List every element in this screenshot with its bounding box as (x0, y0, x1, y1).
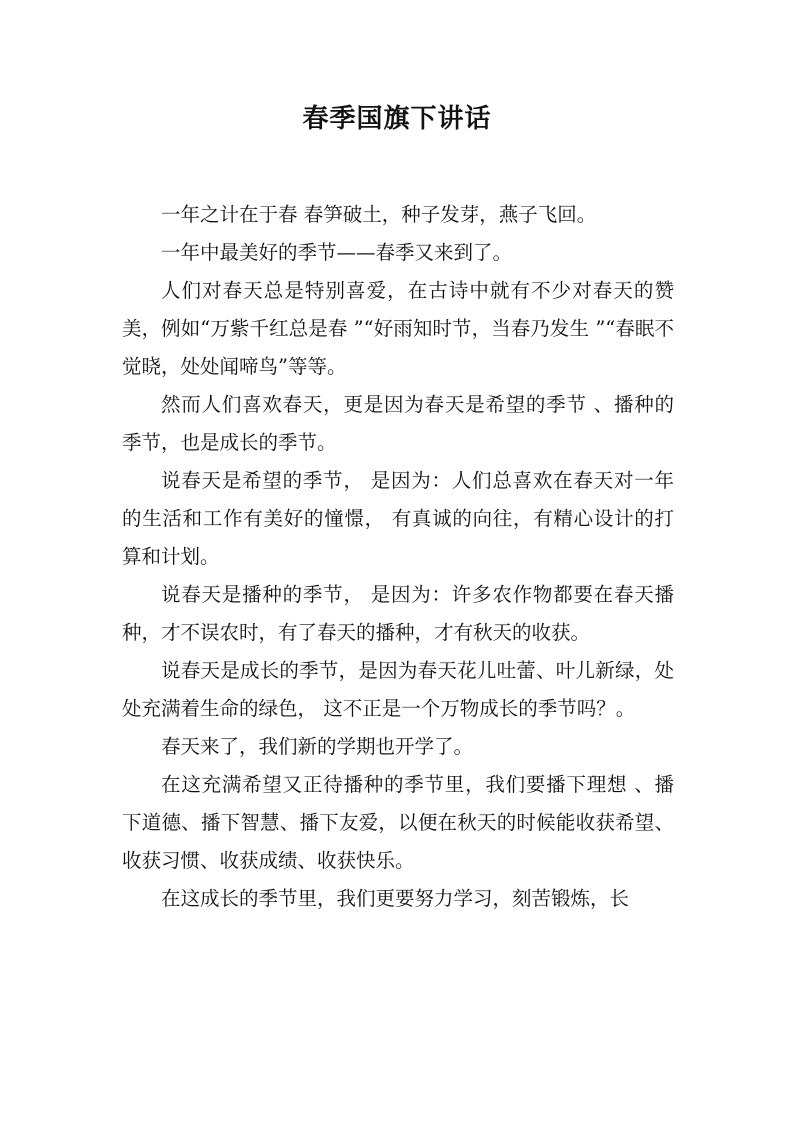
paragraph: 一年中最美好的季节——春季又来到了。 (161, 241, 513, 264)
paragraph: 春天来了，我们新的学期也开学了。 (161, 735, 474, 758)
document-title: 春季国旗下讲话 (302, 104, 492, 134)
paragraph: 说春天是播种的季节， 是因为：许多农作物都要在春天播种，才不误农时，有了春天的播种，才有秋天的收获。 (122, 583, 674, 644)
paragraph: 说春天是希望的季节， 是因为：人们总喜欢在春天对一年的生活和工作有美好的憧憬， 有真诚的向往，有精心设计的打算和计划。 (122, 469, 674, 568)
paragraph: 然而人们喜欢春天，更是因为春天是希望的季节 、播种的季节，也是成长的季节。 (122, 393, 674, 454)
paragraph: 人们对春天总是特别喜爱，在古诗中就有不少对春天的赞美，例如“万紫千红总是春 ”“好雨知时节，当春乃发生 ”“春眠不觉晓，处处闻啼鸟”等等。 (122, 279, 674, 378)
paragraph: 在这成长的季节里，我们更要努力学习，刻苦锻炼，长 (161, 887, 630, 910)
paragraph: 一年之计在于春 春笋破土，种子发芽，燕子飞回。 (161, 203, 597, 226)
paragraph: 在这充满希望又正待播种的季节里，我们要播下理想 、播下道德、播下智慧、播下友爱，以便在秋天的时候能收获希望、收获习惯、收获成绩、收获快乐。 (122, 773, 674, 872)
paragraph: 说春天是成长的季节，是因为春天花儿吐蕾、叶儿新绿，处处充满着生命的绿色， 这不正是一个万物成长的季节吗？。 (122, 659, 674, 720)
document-body (122, 196, 674, 918)
